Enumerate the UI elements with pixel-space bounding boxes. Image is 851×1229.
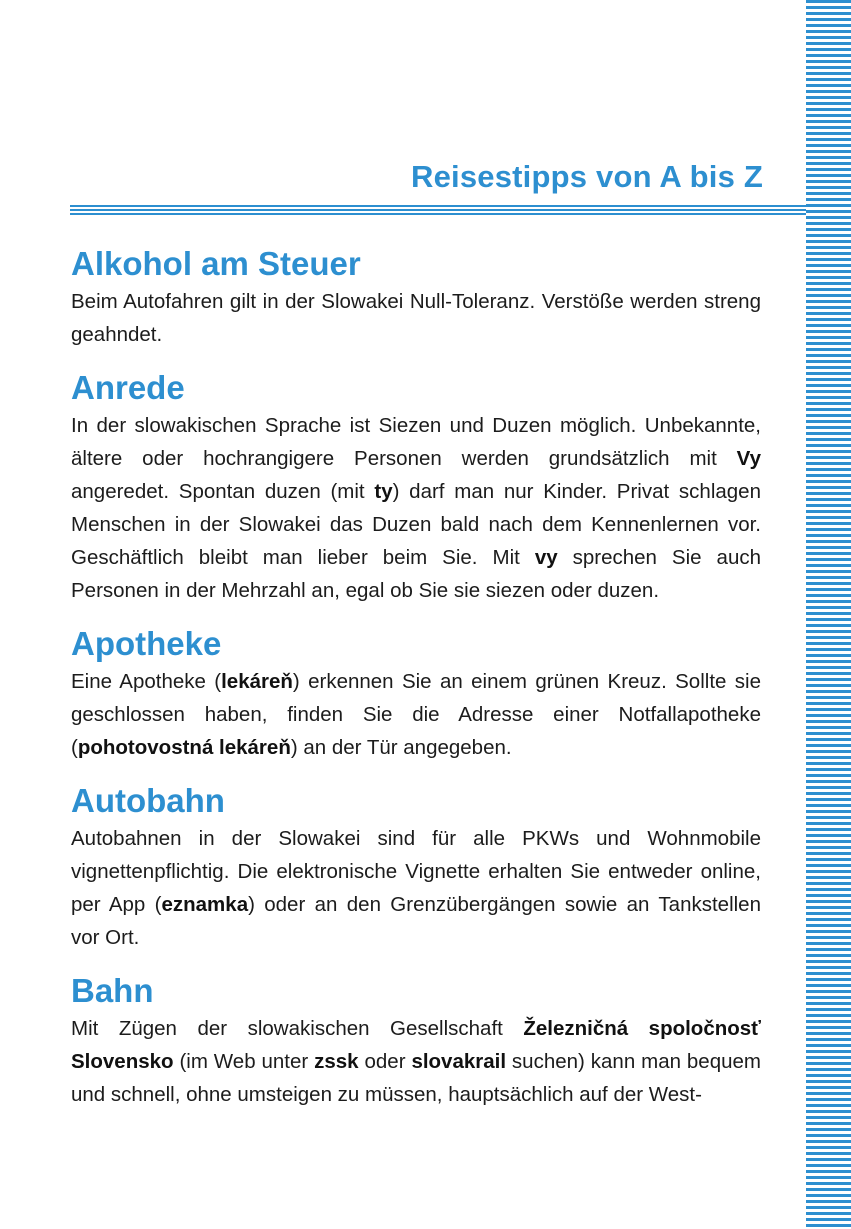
text-run: (im Web unter <box>173 1050 315 1073</box>
text-run: Mit Zügen der slowakischen Gesellschaft <box>71 1017 524 1040</box>
entry-title: Bahn <box>71 972 154 1009</box>
entry <box>71 780 761 954</box>
entries-list <box>71 243 761 1127</box>
text-run: suchen) kann man bequem und schnell, ohne umsteigen zu müssen, hauptsächlich auf der West- <box>71 1050 761 1106</box>
text-run: ) oder an den Grenzübergängen sowie an Tankstellen vor Ort. <box>71 893 761 949</box>
bold-term: slovakrail <box>411 1050 507 1073</box>
text-run: Autobahnen in der Slowakei sind für alle PKWs und Wohnmobile vignettenpflichtig. Die elektronische Vignette erhalten Sie entweder online, per App ( <box>71 827 761 916</box>
bold-term: Železničná spoločnosť Slovensko <box>71 1017 761 1073</box>
entry <box>71 970 761 1111</box>
text-run: ) darf man nur Kinder. Privat schlagen Menschen in der Slowakei das Duzen bald nach dem Kennenlernen vor. Geschäftlich bleibt man lieber beim Sie. Mit <box>71 480 761 569</box>
text-run: ) erkennen Sie an einem grünen Kreuz. Sollte sie geschlossen haben, finden Sie die Adresse einer Notfallapotheke ( <box>71 670 761 759</box>
entry-title: Apotheke <box>71 625 222 662</box>
entry-title: Alkohol am Steuer <box>71 245 361 282</box>
entry-body <box>71 822 761 954</box>
entry-body <box>71 1012 761 1111</box>
bold-term: ty <box>374 480 393 503</box>
entry <box>71 367 761 607</box>
running-head: Reisestipps von A bis Z <box>411 159 763 194</box>
text-run: ) an der Tür angegeben. <box>290 736 512 759</box>
bold-term: pohotovostná lekáreň <box>77 736 291 759</box>
striped-page-edge <box>806 0 851 1229</box>
bold-term: Vy <box>736 447 761 470</box>
bold-term: lekáreň <box>221 670 293 693</box>
bold-term: zssk <box>314 1050 359 1073</box>
bold-term: vy <box>534 546 558 569</box>
entry-body <box>71 665 761 764</box>
bold-term: eznamka <box>161 893 249 916</box>
text-run: Beim Autofahren gilt in der Slowakei Null-Toleranz. Verstöße werden streng geahndet. <box>71 290 761 346</box>
entry-body <box>71 285 761 351</box>
entry-body <box>71 409 761 607</box>
entry-title: Anrede <box>71 369 185 406</box>
text-run: angeredet. Spontan duzen (mit <box>71 480 375 503</box>
entry <box>71 623 761 764</box>
text-run: sprechen Sie auch Personen in der Mehrzahl an, egal ob Sie sie siezen oder duzen. <box>71 546 761 602</box>
text-run: In der slowakischen Sprache ist Siezen und Duzen möglich. Unbekannte, ältere oder hochrangigere Personen werden grundsätzlich mit <box>71 414 761 470</box>
entry <box>71 243 761 351</box>
text-run: oder <box>358 1050 412 1073</box>
text-run: Eine Apotheke ( <box>71 670 222 693</box>
entry-title: Autobahn <box>71 782 225 819</box>
header-rule <box>70 205 806 217</box>
